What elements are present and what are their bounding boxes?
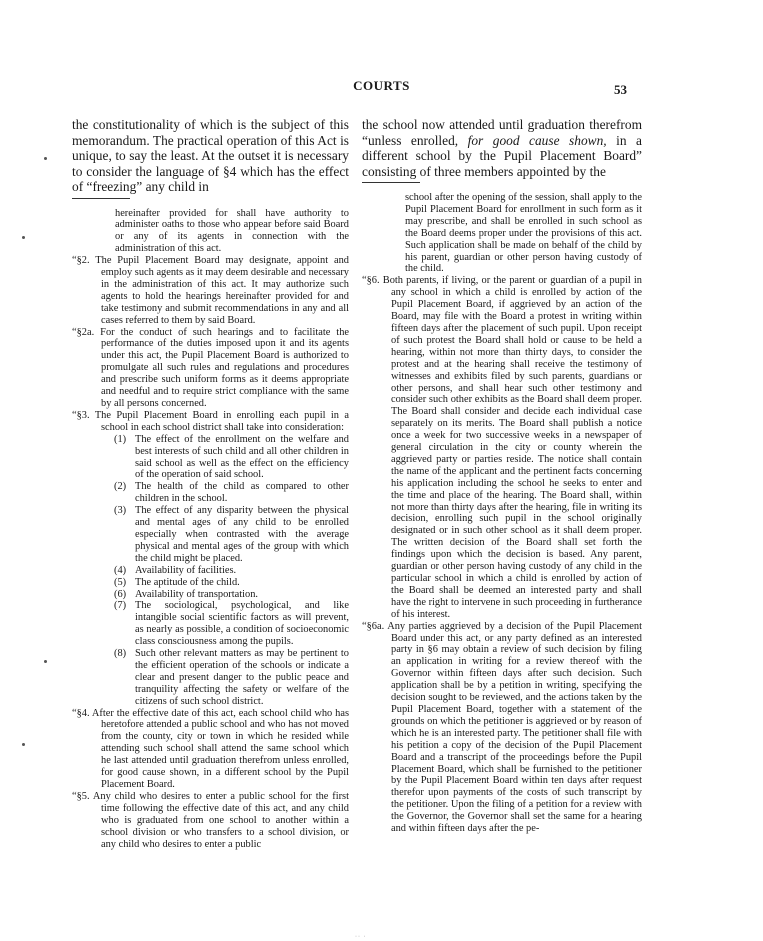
- page-header: [0, 78, 763, 98]
- margin-mark: [22, 743, 25, 746]
- running-head: COURTS: [353, 78, 410, 93]
- list-item: (3) The effect of any disparity between the physical and mental ages of any child to be enrolled especially when contrasted with the average physical and mental ages of the group with which the child might be placed.: [114, 505, 349, 564]
- scan-artifact: ·· ·: [355, 934, 367, 940]
- section-4: “§4. After the effective date of this act, each school child who has heretofore attended a public school and who has not moved from the county, city or town in which he resided while attending such school shall attend the same school which he last attended until graduation therefrom unless enrolled, for good cause shown, in a different school by the Pupil Placement Board.: [72, 707, 349, 790]
- list-item: (4) Availability of facilities.: [114, 564, 237, 576]
- margin-mark: [44, 660, 47, 663]
- right-column: [362, 117, 642, 835]
- section-continuation: hereinafter provided for shall have authority to administer oaths to those who appear before said Board or any of its agents in connection with the administration of this act.: [115, 207, 349, 255]
- left-statute-text: [72, 208, 349, 851]
- section-5-continuation: school after the opening of the session, shall apply to the Pupil Placement Board for enrollment in such form as it may prescribe, and shall be enrolled in such school as the Board deems proper under the provisions of this act. Such application shall be made on behalf of the child by his parent, guardian or other person having custody of the child.: [405, 192, 642, 275]
- section-2: “§2. The Pupil Placement Board may designate, appoint and employ such agents as it may deem desirable and necessary in the administration of this act. It may authorize such agents to hold the hearings hereinafter provided for and take testimony and submit recommendations in any and all cases referred to them by said Board.: [72, 255, 349, 326]
- section-6a: “§6a. Any parties aggrieved by a decision of the Pupil Placement Board under this act, or any party defined as an interested party in §6 may obtain a review of such decision by filing an application in writing for a review thereof with the Governor within fifteen days after such decision. Such application shall be by a petition in writing, specifying the decision sought to be reviewed, and the actions taken by the Pupil Placement Board, together with a statement of the grounds on which the petitioner is aggrieved or by reason of which he is an interested party. The petitioner shall file with his petition a copy of the decision of the Pupil Placement Board and a transcript of the proceedings before the Pupil Placement Board, which shall be furnished to the petitioner by the Pupil Placement Board within ten days after request therefor upon payments of the costs of such transcript by the petitioner. Upon the filing of a petition for a review with the Governor, the Governor shall set the same for a hearing and within fifteen days after the pe-: [362, 620, 642, 835]
- page-number: 53: [614, 82, 627, 97]
- footnote-rule: [362, 182, 420, 183]
- section-3-list: [114, 434, 349, 708]
- list-item: (6) Availability of transportation.: [114, 588, 259, 600]
- left-column: [72, 117, 349, 850]
- section-3: “§3. The Pupil Placement Board in enrolling each pupil in a school in each school district shall take into consideration:: [72, 409, 349, 433]
- section-6: “§6. Both parents, if living, or the parent or guardian of a pupil in any school in which a child is enrolled by action of the Pupil Placement Board, if aggrieved by an action of the Board, may file with the Board a protest in writing within fifteen days after the placement of such pupil. Upon receipt of such protest the Board shall hold or cause to be held a hearing, within not more than thirty days, to consider the protest and at the hearing shall receive the testimony of witnesses and exhibits filed by such parents, guardians or other persons, and shall hear such other testimony and consider such other exhibits as the Board shall deem proper. The Board shall consider and decide each individual case separately on its merits. The Board shall publish a notice once a week for two successive weeks in a newspaper of general circulation in the city or county wherein the aggrieved party or parties reside. The notice shall contain the name of the applicant and the pertinent facts concerning his application including the school he seeks to enter and the time and place of the hearing. The Board shall, within not more than thirty days after the hearing, file in writing its decision, enrolling such pupil in the school originally designated or in such other school as it shall deem proper. The written decision of the Board shall set forth the findings upon which the decision is based. Any parent, guardian or other person having custody of any child in the particular school in which a child is enrolled by action of the Board shall be deemed an interested party and shall have the right to intervene in such proceeding in furtherance of his interest.: [362, 275, 642, 620]
- list-item: (2) The health of the child as compared to other children in the school.: [114, 481, 349, 505]
- footnote-rule: [72, 198, 130, 199]
- margin-mark: [44, 157, 47, 160]
- list-item: (1) The effect of the enrollment on the welfare and best interests of such child and all other children in said school as well as the effect on the efficiency of the operation of said school.: [114, 433, 349, 481]
- left-lead-paragraph: the constitutionality of which is the subject of this memorandum. The practical operation of this Act is unique, to say the least. At the outset it is necessary to consider the language of §4 which has the effect of “freezing” any child in: [72, 117, 349, 194]
- right-statute-text: [362, 192, 642, 835]
- list-item: (5) The aptitude of the child.: [114, 576, 240, 588]
- emphasis-good-cause: for good cause shown,: [467, 132, 607, 148]
- section-2a: “§2a. For the conduct of such hearings and to facilitate the performance of the duties imposed upon it and its agents under this act, the Pupil Placement Board is authorized to promulgate all such rules and regulations and procedures and prescribe such uniform forms as it deems appropriate and needful and to require strict compliance with the same by all persons concerned.: [72, 326, 349, 409]
- list-item: (7) The sociological, psychological, and like intangible social scientific factors as will prevent, as nearly as possible, a condition of socioeconomic class consciousness among the pupils.: [114, 600, 349, 648]
- list-item: (8) Such other relevant matters as may be pertinent to the efficient operation of the schools or indicate a clear and present danger to the public peace and tranquility affecting the safety or welfare of the citizens of such school district.: [114, 648, 349, 707]
- right-lead-paragraph: the school now attended until graduation therefrom “unless enrolled, for good cause shown, in a different school by the Pupil Placement Board” consisting of three members appointed by the: [362, 117, 642, 179]
- section-5: “§5. Any child who desires to enter a public school for the first time following the effective date of this act, and any child who is graduated from one school to another within a school division or who transfers to a school division, or any child who desires to enter a public: [72, 790, 349, 850]
- margin-mark: [22, 236, 25, 239]
